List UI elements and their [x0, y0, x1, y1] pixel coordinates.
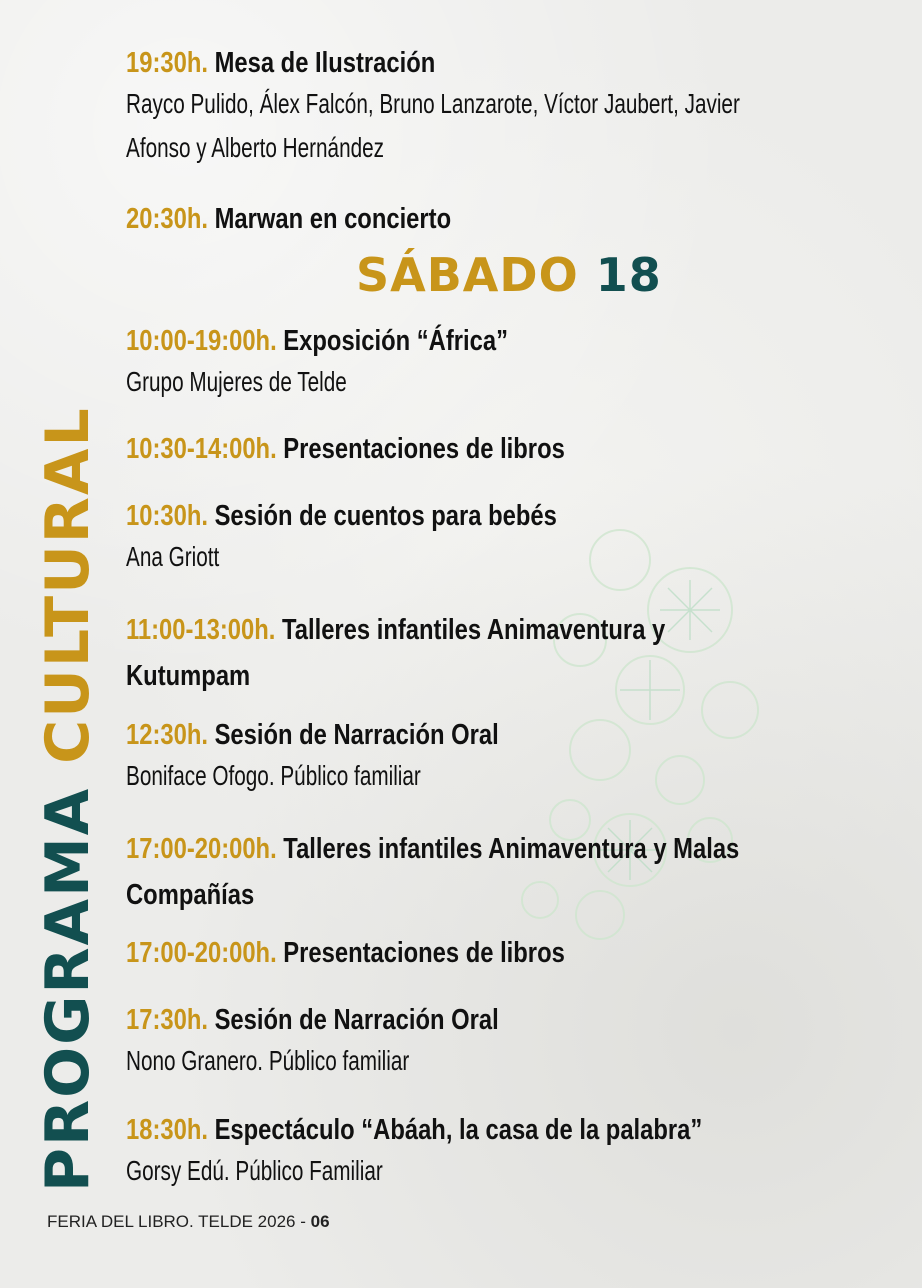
- event-subtitle: Gorsy Edú. Público Familiar: [126, 1155, 383, 1186]
- event-title: Mesa de Ilustración: [214, 47, 436, 79]
- event-time: 19:30h.: [126, 47, 208, 79]
- event-subtitle: Grupo Mujeres de Telde: [126, 366, 347, 397]
- event-time: 17:00-20:00h.: [126, 937, 277, 969]
- event-title: Presentaciones de libros: [283, 433, 565, 465]
- event-time: 12:30h.: [126, 719, 208, 751]
- event-title: Sesión de Narración Oral: [214, 1004, 499, 1036]
- page-footer: [47, 1212, 330, 1232]
- day-number: 18: [595, 248, 662, 302]
- event-title: Sesión de Narración Oral: [214, 719, 499, 751]
- event-time: 20:30h.: [126, 203, 208, 235]
- event-time: 10:30-14:00h.: [126, 433, 277, 465]
- event-title: Espectáculo “Abáah, la casa de la palabra”: [214, 1114, 703, 1146]
- event-time: 10:00-19:00h.: [126, 325, 277, 357]
- event-title: Talleres infantiles Animaventura y Malas Compañías: [126, 833, 740, 911]
- event-item: [126, 1111, 886, 1193]
- event-item: [126, 430, 886, 468]
- event-title: Exposición “África”: [283, 325, 508, 357]
- side-title-word-2: CULTURAL: [33, 406, 103, 764]
- event-item: [126, 44, 886, 170]
- day-heading: [356, 248, 662, 302]
- event-time: 11:00-13:00h.: [126, 614, 276, 646]
- event-subtitle: Ana Griott: [126, 541, 220, 572]
- event-title: Sesión de cuentos para bebés: [214, 500, 557, 532]
- event-item: [126, 497, 886, 579]
- event-item: [126, 607, 886, 699]
- event-subtitle: Nono Granero. Público familiar: [126, 1045, 410, 1076]
- event-item: [126, 934, 886, 972]
- event-item: [126, 200, 886, 238]
- event-title: Presentaciones de libros: [283, 937, 565, 969]
- event-subtitle: Rayco Pulido, Álex Falcón, Bruno Lanzarote, Víctor Jaubert, Javier Afonso y Alberto Hernández: [126, 88, 740, 163]
- event-time: 18:30h.: [126, 1114, 208, 1146]
- event-title: Marwan en concierto: [214, 203, 452, 235]
- event-subtitle: Boniface Ofogo. Público familiar: [126, 760, 421, 791]
- event-item: [126, 322, 886, 404]
- event-title: Talleres infantiles Animaventura y Kutumpam: [126, 614, 666, 692]
- page-number: 06: [310, 1212, 330, 1231]
- event-item: [126, 1001, 886, 1083]
- event-item: [126, 716, 886, 798]
- day-name: SÁBADO: [356, 248, 579, 302]
- side-title-word-1: PROGRAMA: [33, 786, 103, 1192]
- event-time: 10:30h.: [126, 500, 208, 532]
- event-time: 17:00-20:00h.: [126, 833, 277, 865]
- footer-text: FERIA DEL LIBRO. TELDE 2026 -: [47, 1212, 311, 1231]
- event-item: [126, 826, 886, 918]
- side-title: [33, 406, 103, 1192]
- event-time: 17:30h.: [126, 1004, 208, 1036]
